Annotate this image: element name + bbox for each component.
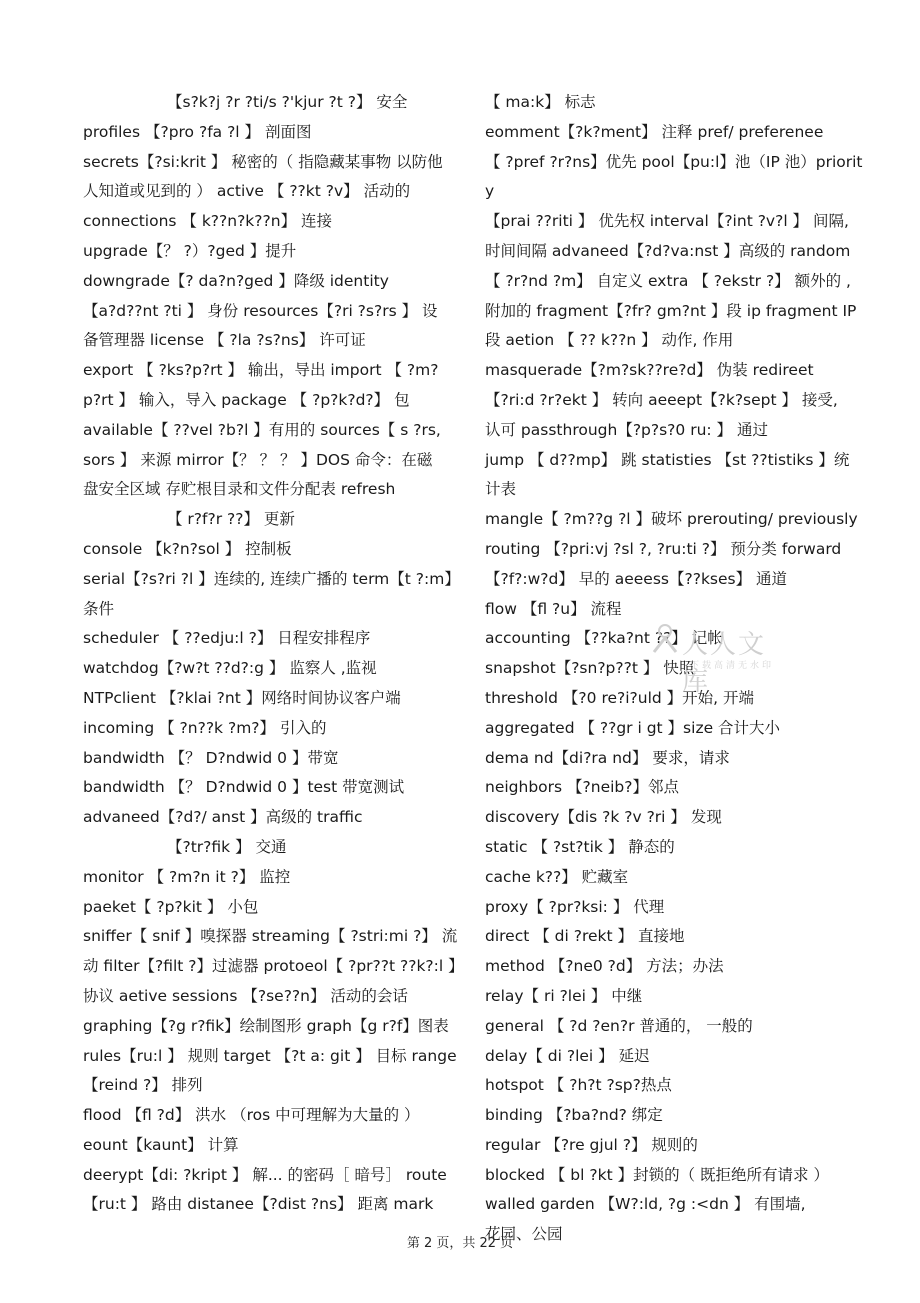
right-text-line: walled garden 【W?:ld, ?g :<dn 】 有围墙,: [485, 1195, 806, 1214]
right-text-line: cache k??】 贮藏室: [485, 867, 629, 886]
left-text-line: scheduler 【 ??edju:l ?】 日程安排程序: [83, 629, 371, 648]
right-text-line: binding 【?ba?nd? 绑定: [485, 1106, 663, 1125]
left-text-line: 人知道或见到的 ） active 【 ??kt ?v】 活动的: [83, 182, 411, 201]
right-text-line: 【 ?r?nd ?m】 自定义 extra 【 ?ekstr ?】 额外的 ,: [485, 271, 851, 290]
left-column: [83, 88, 464, 1220]
left-text-line: flood 【fl ?d】 洪水 （ros 中可理解为大量的 ）: [83, 1106, 420, 1125]
watermark-title: 人人文库: [682, 630, 767, 697]
left-text-line: incoming 【 ?n??k ?m?】 引入的: [83, 718, 327, 737]
left-text-line: eount【kaunt】 计算: [83, 1135, 239, 1154]
right-text-line: 花园、公园: [485, 1225, 563, 1244]
left-text-line: rules【ru:l 】 规则 target 【?t a: git 】 目标 range: [83, 1046, 457, 1065]
right-text-line: 【 ma:k】 标志: [485, 93, 596, 111]
left-text-line: 【 r?f?r ??】 更新: [167, 510, 295, 529]
right-text-line: 认可 passthrough【?p?s?0 ru: 】 通过: [485, 420, 768, 439]
left-text-line: bandwidth 【？ D?ndwid 0 】带宽: [83, 748, 339, 767]
left-text-line: bandwidth 【？ D?ndwid 0 】test 带宽测试: [83, 778, 405, 797]
watermark-subtitle: 下载高清无水印: [690, 661, 775, 671]
right-text-line: static 【 ?st?tik 】 静态的: [485, 837, 675, 856]
left-text-line: export 【 ?ks?p?rt 】 输出，导出 import 【 ?m?: [83, 361, 439, 380]
left-text-line: sors 】 来源 mirror【？ ？ ？ 】DOS 命令：在磁: [83, 450, 433, 469]
page-footer: 第 2 页，共 22 页: [406, 1236, 514, 1251]
left-text-line: profiles 【?pro ?fa ?l 】 剖面图: [83, 122, 312, 141]
left-text-line: upgrade【？ ?）?ged 】提升: [83, 241, 297, 260]
right-text-line: 【prai ??riti 】 优先权 interval【?int ?v?l 】 间隔,: [485, 212, 849, 231]
left-text-line: sniffer【 snif 】嗅探器 streaming【 ?stri:mi ?】 流: [83, 927, 458, 946]
left-text-line: downgrade【? da?n?ged 】降级 identity: [83, 271, 389, 290]
right-text-line: blocked 【 bl ?kt 】封锁的（ 既拒绝所有请求 ）: [485, 1165, 829, 1184]
right-text-line: eomment【?k?ment】 注释 pref/ preferenee: [485, 122, 824, 141]
right-text-line: 【?ri:d ?r?ekt 】 转向 aeeept【?k?sept 】 接受,: [485, 390, 838, 409]
right-text-line: relay【 ri ?lei 】 中继: [485, 986, 643, 1005]
right-text-line: 【?f?:w?d】 早的 aeeess【??kses】 通道: [485, 569, 788, 588]
left-text-line: 动 filter【?filt ?】过滤器 protoeol【 ?pr??t ??k?:l 】: [83, 957, 464, 976]
left-text-line: p?rt 】 输入，导入 package 【 ?p?k?d?】 包: [83, 390, 410, 409]
right-text-line: discovery【dis ?k ?v ?ri 】 发现: [485, 808, 722, 827]
right-text-line: proxy【 ?pr?ksi: 】 代理: [485, 897, 665, 916]
right-text-line: 附加的 fragment【?fr? gm?nt 】段 ip fragment IP: [485, 301, 857, 320]
left-text-line: 条件: [83, 599, 115, 618]
left-text-line: NTPclient 【?klai ?nt 】网络时间协议客户端: [83, 688, 401, 707]
right-text-line: masquerade【?m?sk??re?d】 伪装 redireet: [485, 361, 814, 380]
right-text-line: accounting 【??ka?nt ??】 记帐: [485, 629, 723, 648]
left-text-line: advaneed【?d?/ anst 】高级的 traffic: [83, 808, 363, 827]
left-text-line: 【?tr?fik 】 交通: [167, 837, 287, 856]
right-text-line: direct 【 di ?rekt 】 直接地: [485, 927, 685, 946]
left-text-line: monitor 【 ?m?n it ?】 监控: [83, 867, 291, 886]
right-text-line: flow 【fl ?u】 流程: [485, 599, 622, 618]
right-text-line: delay【 di ?lei 】 延迟: [485, 1046, 650, 1065]
left-text-line: console 【k?n?sol 】 控制板: [83, 539, 292, 558]
right-text-line: jump 【 d??mp】 跳 statisties 【st ??tistiks 】统: [485, 450, 850, 469]
right-text-line: dema nd【di?ra nd】 要求，请求: [485, 748, 730, 767]
right-text-line: hotspot 【 ?h?t ?sp?热点: [485, 1076, 672, 1095]
left-text-line: 【a?d??nt ?ti 】 身份 resources【?ri ?s?rs 】 设: [83, 301, 438, 320]
right-text-line: mangle【 ?m??g ?l 】破坏 prerouting/ previously: [485, 510, 858, 529]
right-text-line: threshold 【?0 re?i?uld 】开始, 开端: [485, 688, 755, 707]
watermark-logo-icon: [650, 622, 680, 654]
right-text-line: aggregated 【 ??gr i gt 】size 合计大小: [485, 718, 781, 737]
right-text-line: 【 ?pref ?r?ns】优先 pool【pu:l】池（IP 池）priority: [485, 152, 863, 201]
right-text-line: 段 aetion 【 ?? k??n 】 动作, 作用: [485, 331, 734, 350]
right-text-line: regular 【?re gjul ?】 规则的: [485, 1135, 698, 1154]
left-text-line: graphing【?g r?fik】绘制图形 graph【g r?f】图表: [83, 1016, 449, 1035]
watermark: [650, 620, 790, 697]
left-text-line: secrets【?si:krit 】 秘密的（ 指隐藏某事物 以防他: [83, 152, 443, 171]
left-text-line: deerypt【di: ?kript 】 解... 的密码［ 暗号］ route: [83, 1165, 447, 1184]
left-text-line: paeket【 ?p?kit 】 小包: [83, 897, 259, 916]
left-text-line: serial【?s?ri ?l 】连续的, 连续广播的 term【t ?:m】: [83, 569, 460, 588]
left-text-line: available【 ??vel ?b?l 】有用的 sources【 s ?rs,: [83, 420, 441, 439]
left-text-line: 【s?k?j ?r ?ti/s ?'kjur ?t ?】 安全: [167, 93, 408, 111]
left-text-line: 【ru:t 】 路由 distanee【?dist ?ns】 距离 mark: [83, 1195, 434, 1214]
right-text-line: snapshot【?sn?p??t 】 快照: [485, 659, 695, 678]
right-text-line: method 【?ne0 ?d】 方法；办法: [485, 957, 724, 976]
right-text-line: 计表: [485, 480, 517, 499]
left-text-line: 盘安全区域 存贮根目录和文件分配表 refresh: [83, 480, 396, 499]
left-text-line: watchdog【?w?t ??d?:g 】 监察人 ,监视: [83, 659, 377, 678]
right-text-line: routing 【?pri:vj ?sl ?, ?ru:ti ?】 预分类 forward: [485, 539, 842, 558]
left-text-line: 协议 aetive sessions 【?se??n】 活动的会话: [83, 986, 408, 1005]
right-text-line: neighbors 【?neib?】邻点: [485, 778, 679, 797]
right-text-line: general 【 ?d ?en?r 普通的， 一般的: [485, 1016, 753, 1035]
right-text-line: 时间间隔 advaneed【?d?va:nst 】高级的 random: [485, 241, 851, 260]
left-text-line: 备管理器 license 【 ?la ?s?ns】 许可证: [83, 331, 366, 350]
left-text-line: connections 【 k??n?k??n】 连接: [83, 212, 332, 231]
left-text-line: 【reind ?】 排列: [83, 1076, 203, 1095]
